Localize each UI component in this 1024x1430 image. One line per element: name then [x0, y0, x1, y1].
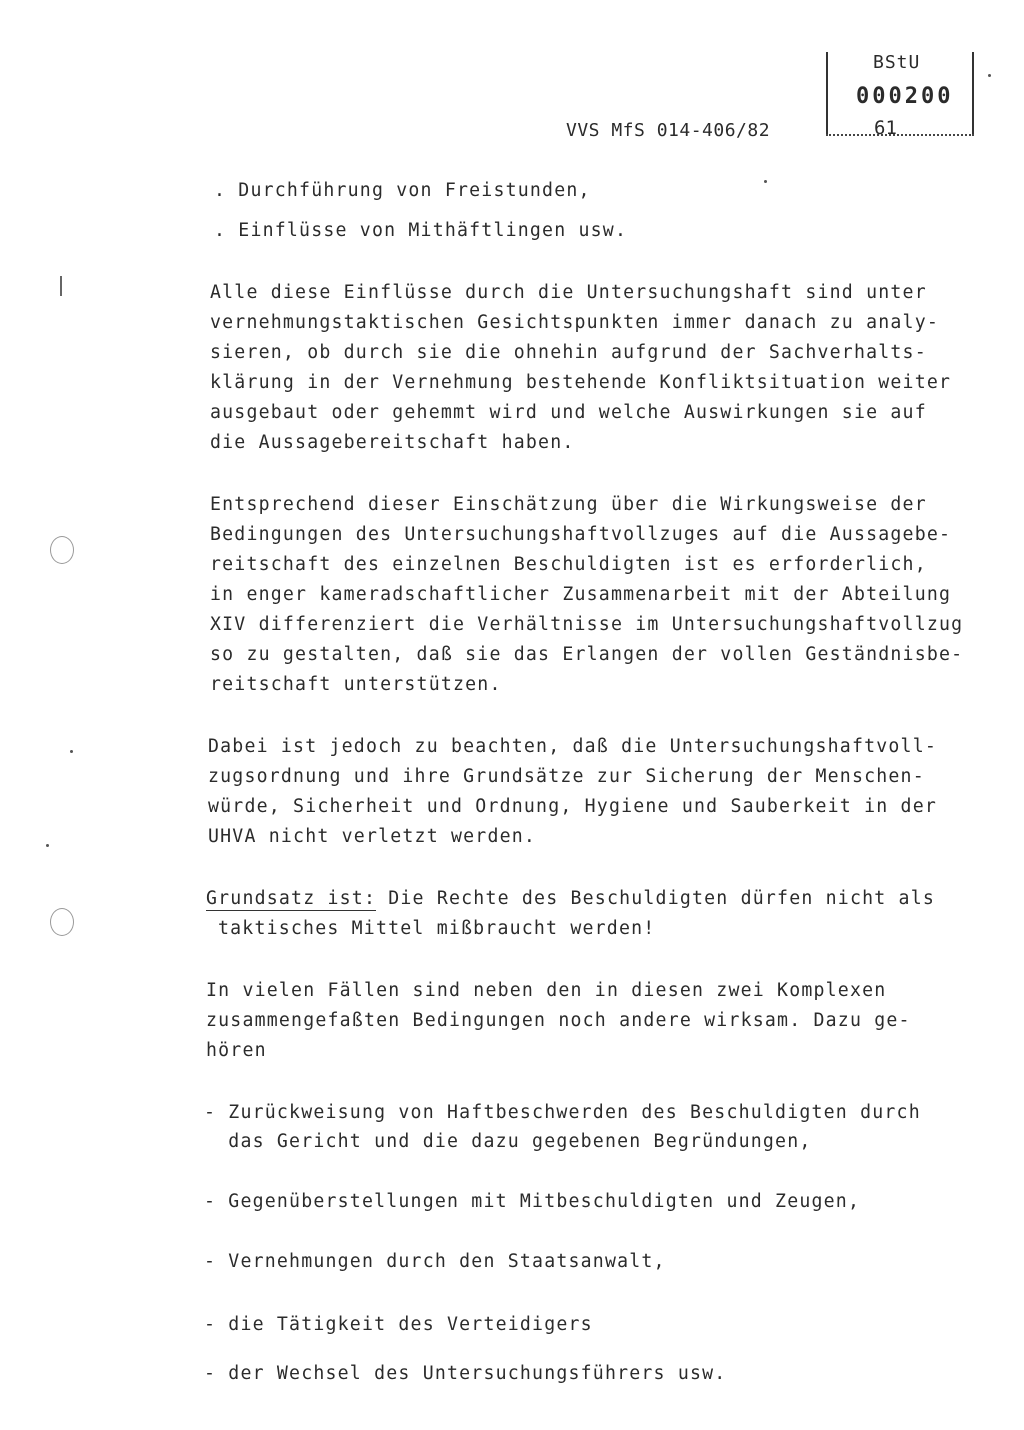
margin-mark: [46, 844, 49, 847]
list-item: - die Tätigkeit des Verteidigers: [204, 1314, 593, 1335]
file-reference: VVS MfS 014-406/82: [566, 120, 771, 141]
stamp-page-number: 61: [874, 117, 897, 139]
paragraph-line: Alle diese Einflüsse durch die Untersuchungshaft sind unter: [210, 282, 927, 303]
punch-hole: [50, 908, 74, 936]
principle-text: Die Rechte des Beschuldigten dürfen nicht als: [376, 888, 935, 909]
paragraph-line: Bedingungen des Untersuchungshaftvollzuges auf die Aussagebe-: [210, 524, 952, 545]
paragraph-line: in enger kameradschaftlicher Zusammenarbeit mit der Abteilung: [210, 584, 952, 605]
paragraph-line: würde, Sicherheit und Ordnung, Hygiene und Sauberkeit in der: [208, 796, 937, 817]
bullet-item: . Durchführung von Freistunden,: [214, 180, 591, 201]
bullet-item: . Einflüsse von Mithäftlingen usw.: [214, 220, 628, 241]
list-item: - der Wechsel des Untersuchungsführers usw.: [204, 1363, 727, 1384]
paragraph-line: UHVA nicht verletzt werden.: [208, 826, 537, 847]
paragraph-line: zugsordnung und ihre Grundsätze zur Sicherung der Menschen-: [208, 766, 925, 787]
paragraph-line: reitschaft des einzelnen Beschuldigten ist es erforderlich,: [210, 554, 927, 575]
paragraph-line: XIV differenziert die Verhältnisse im Untersuchungshaftvollzug: [210, 614, 964, 635]
margin-mark: [70, 750, 73, 753]
list-item: - Gegenüberstellungen mit Mitbeschuldigten und Zeugen,: [204, 1191, 861, 1212]
stamp-document-number: 000200: [856, 84, 954, 109]
principle-line: taktisches Mittel mißbraucht werden!: [218, 918, 656, 939]
margin-mark: [60, 276, 62, 296]
paragraph-line: In vielen Fällen sind neben den in diesen zwei Komplexen: [206, 980, 887, 1001]
paragraph-line: reitschaft unterstützen.: [210, 674, 502, 695]
paragraph-line: hören: [206, 1040, 267, 1061]
paragraph-line: sieren, ob durch sie die ohnehin aufgrund der Sachverhalts-: [210, 342, 927, 363]
paragraph-line: die Aussagebereitschaft haben.: [210, 432, 575, 453]
paragraph-line: so zu gestalten, daß sie das Erlangen der vollen Geständnisbe-: [210, 644, 964, 665]
paragraph-line: vernehmungstaktischen Gesichtspunkten immer danach zu analy-: [210, 312, 939, 333]
margin-mark: [988, 74, 991, 77]
margin-mark: [764, 180, 767, 183]
list-item: das Gericht und die dazu gegebenen Begründungen,: [204, 1131, 812, 1152]
paragraph-line: ausgebaut oder gehemmt wird und welche Auswirkungen sie auf: [210, 402, 927, 423]
principle-label: Grundsatz ist:: [206, 888, 377, 909]
principle-line: [206, 890, 935, 908]
list-item: - Vernehmungen durch den Staatsanwalt,: [204, 1251, 666, 1272]
paragraph-line: Entsprechend dieser Einschätzung über die Wirkungsweise der: [210, 494, 927, 515]
paragraph-line: zusammengefaßten Bedingungen noch andere wirksam. Dazu ge-: [206, 1010, 911, 1031]
list-item: - Zurückweisung von Haftbeschwerden des Beschuldigten durch: [204, 1102, 921, 1123]
paragraph-line: klärung in der Vernehmung bestehende Konfliktsituation weiter: [210, 372, 952, 393]
stamp-archive-label: BStU: [873, 52, 921, 73]
punch-hole: [50, 536, 74, 564]
paragraph-line: Dabei ist jedoch zu beachten, daß die Untersuchungshaftvoll-: [208, 736, 937, 757]
